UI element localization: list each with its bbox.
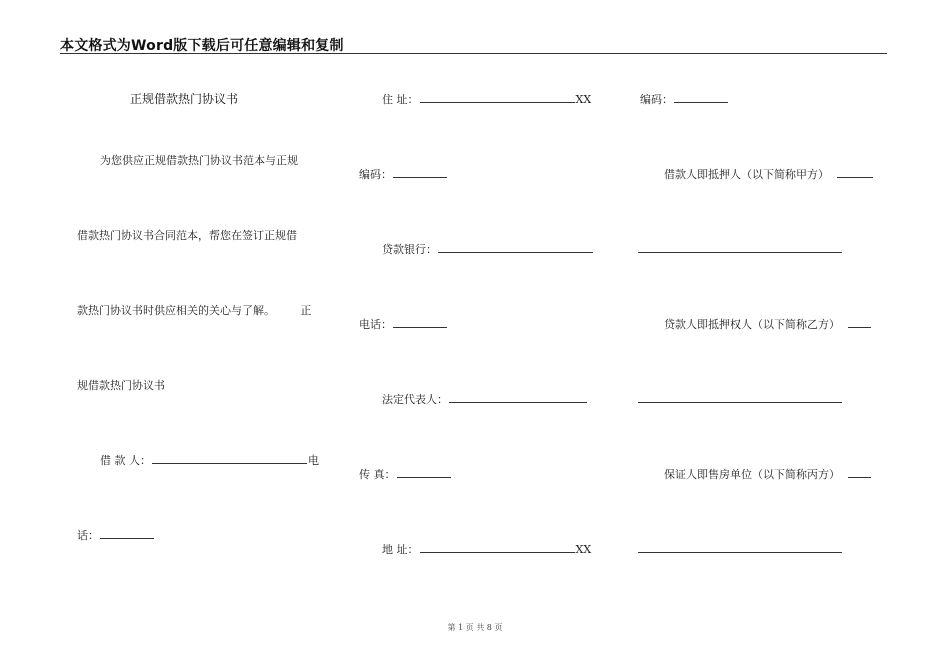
party-c-field[interactable]: [848, 468, 871, 478]
address-field[interactable]: [420, 93, 575, 103]
bank-label: 贷款银行：: [382, 243, 437, 256]
address-label: 住 址：: [382, 93, 419, 106]
address-row: [382, 93, 591, 107]
phone-field[interactable]: [393, 318, 447, 328]
legal-rep-row: [382, 393, 588, 407]
bank-row: [382, 243, 594, 257]
intro-line-1: 为您供应正规借款热门协议书范本与正规: [100, 154, 298, 167]
party-c-row: [664, 468, 872, 482]
party-a-name-field[interactable]: [638, 252, 842, 253]
code-field[interactable]: [393, 168, 447, 178]
intro-line-2: 借款热门协议书合同范本，帮您在签订正规借: [77, 229, 297, 242]
bank-field[interactable]: [438, 243, 593, 253]
party-a-field[interactable]: [837, 168, 873, 178]
document-header-title: 本文格式为Word版下载后可任意编辑和复制: [60, 38, 344, 54]
address-2-suffix: XX: [575, 543, 592, 556]
fax-label: 传 真：: [359, 468, 396, 481]
phone-label-head: 电: [308, 454, 319, 467]
party-a-row: [664, 168, 874, 182]
intro-line-3-tail: 正: [300, 304, 312, 317]
address-2-field[interactable]: [420, 543, 575, 553]
code-row: [359, 168, 448, 182]
page-number: 第 1 页 共 8 页: [447, 623, 503, 632]
party-c-label: 保证人即售房单位（以下简称丙方）: [664, 468, 840, 481]
address-2-row: [382, 543, 591, 557]
phone-label: 电话：: [359, 318, 392, 331]
borrower-label: 借 款 人：: [100, 454, 151, 467]
document-title: 正规借款热门协议书: [130, 92, 239, 106]
legal-rep-label: 法定代表人：: [382, 393, 448, 406]
intro-line-3-text: 款热门协议书时供应相关的关心与了解。: [77, 304, 275, 317]
legal-rep-field[interactable]: [449, 393, 587, 403]
intro-line-4: 规借款热门协议书: [77, 379, 165, 392]
fax-row: [359, 468, 452, 482]
borrower-field[interactable]: [152, 454, 307, 464]
party-c-name-field[interactable]: [638, 552, 842, 553]
code-row-right: [640, 93, 729, 107]
phone-row: [359, 318, 448, 332]
party-b-row: [664, 318, 872, 332]
header-divider: [60, 53, 887, 54]
address-2-label: 地 址：: [382, 543, 419, 556]
party-b-field[interactable]: [848, 318, 871, 328]
borrower-row: [100, 454, 319, 468]
borrower-phone-row: [77, 529, 155, 543]
phone-label-tail: 话：: [77, 529, 99, 542]
code-field-right[interactable]: [674, 93, 728, 103]
borrower-phone-field[interactable]: [100, 529, 154, 539]
party-b-label: 贷款人即抵押权人（以下简称乙方）: [664, 318, 840, 331]
fax-field[interactable]: [397, 468, 451, 478]
code-label-right: 编码：: [640, 93, 673, 106]
code-label: 编码：: [359, 168, 392, 181]
intro-line-3: [77, 304, 312, 318]
party-b-name-field[interactable]: [638, 402, 842, 403]
party-a-label: 借款人即抵押人（以下简称甲方）: [664, 168, 829, 181]
address-suffix: XX: [575, 93, 592, 106]
